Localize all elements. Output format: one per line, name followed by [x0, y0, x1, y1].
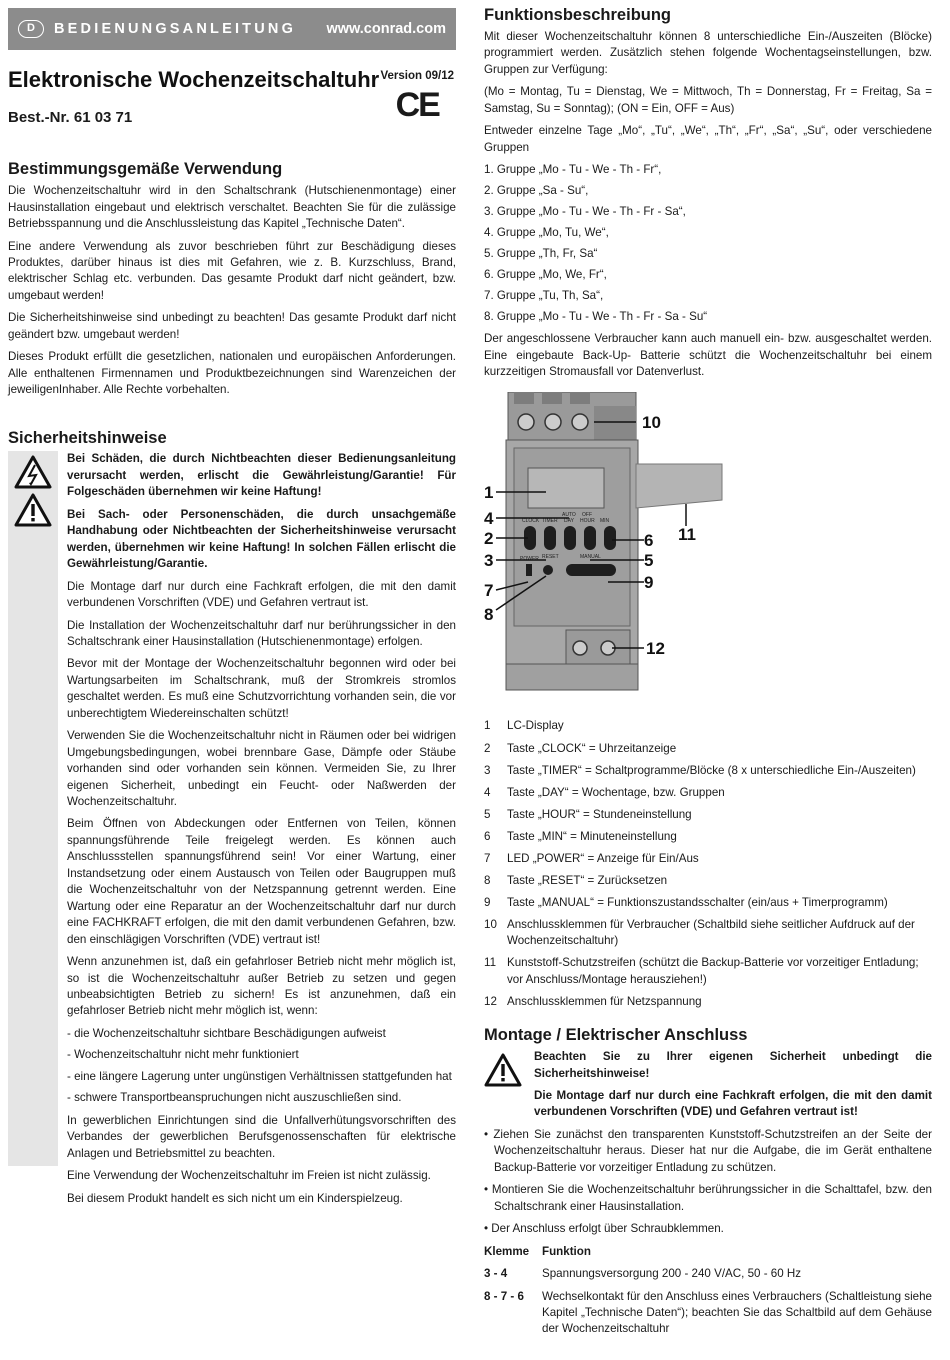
intended-use-p4: Dieses Produkt erfüllt die gesetzlichen, nationalen und europäischen Anforderungen. Alle enthaltenen Firmennamen und Produktbezeichnungen sind Warenzeichen der jeweiligenInhaber. Alle Rechte vorbehalten.	[8, 350, 456, 397]
montage-heading: Montage / Elektrischer Anschluss	[484, 1026, 748, 1045]
function-p3: Entweder einzelne Tage „Mo“, „Tu“, „We“, „Th“, „Fr“, „Sa“, „Su“, oder verschiedene Gruppen	[484, 124, 932, 154]
intended-use-p2: Eine andere Verwendung als zuvor beschrieben führt zur Beschädigung dieses Produktes, darüber hinaus ist dies mit Gefahren, wie z. B. Kurzschluss, Brand, elektrischer Schlag etc. verbunden. Das gesamte Produkt darf nicht geändert, bzw. umgebaut werden!	[8, 239, 456, 302]
list-item: 6 Taste „MIN“ = Minuteneinstellung	[484, 829, 677, 843]
document-title: Elektronische Wochenzeitschaltuhr	[8, 67, 380, 92]
intended-use-section	[8, 160, 456, 398]
function-heading: Funktionsbeschreibung	[484, 6, 672, 24]
list-item: - Wochenzeitschaltuhr nicht mehr funktioniert	[67, 1048, 299, 1062]
montage-section	[484, 1026, 932, 1344]
list-item: - eine längere Lagerung unter ungünstigen Verhältnissen stattgefunden hat	[67, 1069, 452, 1083]
safety-p2: Die Installation der Wochenzeitschaltuhr darf nur berührungssicher in den Schaltschrank einer Hausinstallation (Hutschienenmontage) erfolgen.	[67, 618, 456, 648]
list-item: 2 Taste „CLOCK“ = Uhrzeitanzeige	[484, 741, 677, 755]
device-label-9: 9	[644, 573, 654, 593]
safety-p5: Beim Öffnen von Abdeckungen oder Entfernen von Teilen, können spannungsführende Teile freigelegt werden. Es können auch Anschlussstellen spannungsführend sein! Vor einer Wartung, einer Instandsetzung oder einem Austausch von Teilen oder Baugruppen muß die Wochenzeitschaltuhr von der Netzspannung getrennt werden. Eine Wartung oder eine Reparatur an der Wochenzeitschaltuhr darf nur durch eine FACHKRAFT erfolgen, die mit den damit verbundenen Gefahren, bzw. den einschlägigen Vorschriften (VDE) vertraut ist!	[67, 817, 456, 946]
list-item: • Der Anschluss erfolgt über Schraubklemmen.	[484, 1222, 724, 1236]
device-label-1: 1	[484, 483, 494, 503]
warning-exclamation-icon	[14, 493, 52, 527]
ce-mark: CE	[395, 86, 439, 125]
list-item: • Montieren Sie die Wochenzeitschaltuhr berührungssicher in die Schalttafel, bzw. den Schaltschrank einer Hausinstallation.	[484, 1183, 932, 1213]
title-row	[8, 68, 456, 128]
device-label-10: 10	[642, 413, 661, 433]
montage-bold-2: Die Montage darf nur durch eine Fachkraft erfolgen, die mit den damit verbundenen Vorschriften (VDE) und Gefahren vertraut ist!	[534, 1089, 932, 1119]
group-list	[484, 162, 932, 325]
version-box	[380, 68, 456, 128]
intended-use-p1: Die Wochenzeitschaltuhr wird in den Schaltschrank (Hutschienenmontage) einer Hausinstallation eingebaut und elektrisch verschaltet. Beachten Sie für die zulässige Betriebsspannung und die Anschlussleistung das Kapitel „Technische Daten“.	[8, 184, 456, 231]
table-header-klemme: Klemme	[484, 1244, 530, 1258]
montage-bold-1: Beachten Sie zu Ihrer eigenen Sicherheit unbedingt die Sicherheitshinweise!	[534, 1050, 932, 1080]
version-label: Version 09/12	[380, 70, 454, 82]
list-item: • Ziehen Sie zunächst den transparenten Kunststoff-Schutzstreifen an der Seite der Wochenzeitschaltuhr heraus. Dieser hat nur die Aufgabe, die im Gerät enthaltene Backup-Batterie vor vorzeitiger Entladung zu schützen.	[484, 1127, 932, 1174]
safety-p1: Die Montage darf nur durch eine Fachkraft erfolgen, die mit den damit verbundenen Vorschriften (VDE) und Gefahren vertraut ist.	[67, 579, 456, 610]
warning-exclamation-icon	[484, 1053, 522, 1087]
list-item: 3 Taste „TIMER“ = Schaltprogramme/Blöcke (8 x unterschiedliche Ein-/Auszeiten)	[484, 763, 916, 777]
header-title: BEDIENUNGSANLEITUNG	[54, 20, 297, 37]
header-url[interactable]: www.conrad.com	[326, 20, 446, 37]
safety-bold-1: Bei Schäden, die durch Nichtbeachten dieser Bedienungsanleitung verursacht werden, erlischt die Gewährleistung/Garantie! Für Folgeschäden übernehmen wir keine Haftung!	[67, 452, 456, 499]
list-item: 5. Gruppe „Th, Fr, Sa“	[484, 246, 598, 260]
list-item: 11 Kunststoff-Schutzstreifen (schützt die Backup-Batterie vor vorzeitiger Entladung; vor Anschluss/Montage herausziehen!)	[484, 956, 919, 986]
device-illustration	[484, 392, 932, 702]
list-item: 12 Anschlussklemmen für Netzspannung	[484, 994, 702, 1008]
order-number: Best.-Nr. 61 03 71	[8, 109, 133, 127]
electric-warning-icon	[14, 455, 52, 489]
safety-p6: Wenn anzunehmen ist, daß ein gefahrloser Betrieb nicht mehr möglich ist, so ist die Wochenzeitschaltuhr außer Betrieb zu setzen und gegen unbeabsichtigten Betrieb zu sichern! Es ist anzunehmen, daß ein gefahrloser Betrieb nicht mehr möglich ist, wenn:	[67, 955, 456, 1018]
list-item: 9 Taste „MANUAL“ = Funktionszustandsschalter (ein/aus + Timerprogramm)	[484, 895, 888, 909]
device-label-12: 12	[646, 639, 665, 659]
intended-use-p3: Die Sicherheitshinweise sind unbedingt zu beachten! Das gesamte Produkt darf nicht geändert bzw. umgebaut werden!	[8, 311, 456, 341]
btn-label-auto: AUTO	[562, 512, 576, 519]
list-item: 1 LC-Display	[484, 719, 564, 733]
list-item: 1. Gruppe „Mo - Tu - We - Th - Fr“,	[484, 162, 662, 176]
btn-label-timer: TIMER	[542, 518, 558, 525]
list-item: 8 Taste „RESET“ = Zurücksetzen	[484, 873, 668, 887]
safety-p9: Bei diesem Produkt handelt es sich nicht um ein Kinderspielzeug.	[67, 1191, 403, 1205]
header-bar	[8, 8, 456, 50]
function-p1: Mit dieser Wochenzeitschaltuhr können 8 unterschiedliche Ein-/Auszeiten (Blöcke) programmiert werden. Zusätzlich stehen folgende Wochentagseinstellungen, bzw. Gruppen zur Verfügung:	[484, 29, 932, 76]
btn-label-off: OFF	[582, 512, 592, 519]
btn-label-day: DAY	[564, 518, 574, 525]
timer-device-drawing	[484, 392, 932, 702]
btn-label-clock: CLOCK	[522, 518, 540, 525]
function-p4: Der angeschlossene Verbraucher kann auch manuell ein- bzw. ausgeschaltet werden. Eine eingebaute Back-Up- Batterie schützt die Wochenzeitschaltuhr bei einem kurzzeitigen Stromausfall vor Datenverlust.	[484, 332, 932, 378]
list-item: 7. Gruppe „Tu, Th, Sa“,	[484, 288, 604, 302]
table-header-funktion: Funktion	[542, 1244, 591, 1258]
terminal-table	[484, 1244, 932, 1344]
device-label-4: 4	[484, 509, 494, 529]
device-label-3: 3	[484, 551, 494, 571]
btn-label-min: MIN	[600, 518, 610, 525]
intended-use-heading: Bestimmungsgemäße Verwendung	[8, 160, 283, 179]
list-item: 10 Anschlussklemmen für Verbraucher (Schaltbild siehe seitlicher Aufdruck auf der Wochenzeitschaltuhr)	[484, 917, 915, 948]
btn-label-reset: RESET	[542, 554, 559, 561]
safety-section	[8, 429, 456, 1213]
function-p2: (Mo = Montag, Tu = Dienstag, We = Mittwoch, Th = Donnerstag, Fr = Freitag, Sa = Samstag, Su = Sonntag); (ON = Ein, OFF = Aus)	[484, 85, 932, 115]
list-item: 2. Gruppe „Sa - Su“,	[484, 183, 589, 197]
safety-p3: Bevor mit der Montage der Wochenzeitschaltuhr begonnen wird oder bei Wartungsarbeiten im Schaltschrank, muß der Stromkreis stromlos geschaltet werden. Es muß eine Schutzvorrichtung vorhanden sein, die vor unberechtigtem Wiedereinschalten schützt!	[67, 657, 456, 720]
safety-p8: Eine Verwendung der Wochenzeitschaltuhr im Freien ist nicht zulässig.	[67, 1169, 431, 1183]
device-label-8: 8	[484, 605, 494, 625]
safety-p4: Verwenden Sie die Wochenzeitschaltuhr nicht in Räumen oder bei widrigen Umgebungsbedingungen, wobei brennbare Gase, Dämpfe oder Stäube vorhanden sind oder vorhanden sein können. Vermeiden Sie, zu Ihrer eigenen Sicherheit, unbedingt ein Feucht- oder Naßwerden der Wochenzeitschaltuhr.	[67, 729, 456, 809]
safety-bold-2: Bei Sach- oder Personenschäden, die durch unsachgemäße Handhabung oder Nichtbeachten der Sicherheitshinweise verursacht werden, übernehmen wir keine Haftung! In solchen Fällen erlischt die Gewährleistung/Garantie.	[67, 507, 456, 571]
list-item: 3. Gruppe „Mo - Tu - We - Th - Fr - Sa“,	[484, 204, 686, 218]
right-column	[484, 6, 932, 1344]
device-label-11: 11	[678, 525, 696, 545]
table-row: 8 - 7 - 6 Wechselkontakt für den Anschluss eines Verbrauchers (Schaltleistung siehe Kapitel „Technische Daten“); beachten Sie das Schaltbild auf dem Gehäuse der Wochenzeitschaltuhr	[484, 1289, 932, 1336]
list-item: 4 Taste „DAY“ = Wochentage, bzw. Gruppen	[484, 785, 725, 799]
list-item: - schwere Transportbeanspruchungen nicht auszuschließen sind.	[67, 1091, 402, 1105]
device-label-7: 7	[484, 581, 494, 601]
left-column	[8, 8, 456, 1213]
montage-bullets	[484, 1127, 932, 1238]
btn-label-manual: MANUAL	[580, 554, 601, 561]
list-item: 4. Gruppe „Mo, Tu, We“,	[484, 225, 609, 239]
btn-label-hour: HOUR	[580, 518, 595, 525]
list-item: 8. Gruppe „Mo - Tu - We - Th - Fr - Sa - Su“	[484, 309, 708, 323]
device-label-5: 5	[644, 551, 654, 571]
safety-text	[58, 451, 456, 1213]
safety-p7: In gewerblichen Einrichtungen sind die Unfallverhütungsvorschriften des Verbandes der gewerblichen Berufsgenossenschaften für elektrische Anlagen und Betriebsmittel zu beachten.	[67, 1113, 456, 1160]
language-badge: D	[18, 20, 44, 38]
device-label-6: 6	[644, 531, 654, 551]
device-label-2: 2	[484, 529, 494, 549]
list-item: 7 LED „POWER“ = Anzeige für Ein/Aus	[484, 851, 699, 865]
list-item: - die Wochenzeitschaltuhr sichtbare Beschädigungen aufweist	[67, 1026, 386, 1040]
device-legend	[484, 718, 932, 1010]
safety-icon-strip	[8, 451, 58, 1166]
list-item: 6. Gruppe „Mo, We, Fr“,	[484, 267, 607, 281]
list-item: 5 Taste „HOUR“ = Stundeneinstellung	[484, 807, 692, 821]
safety-heading: Sicherheitshinweise	[8, 428, 167, 447]
safety-conditions-list	[67, 1026, 456, 1107]
btn-label-power: POWER	[520, 556, 539, 563]
table-row: 3 - 4 Spannungsversorgung 200 - 240 V/AC, 50 - 60 Hz	[484, 1267, 802, 1281]
